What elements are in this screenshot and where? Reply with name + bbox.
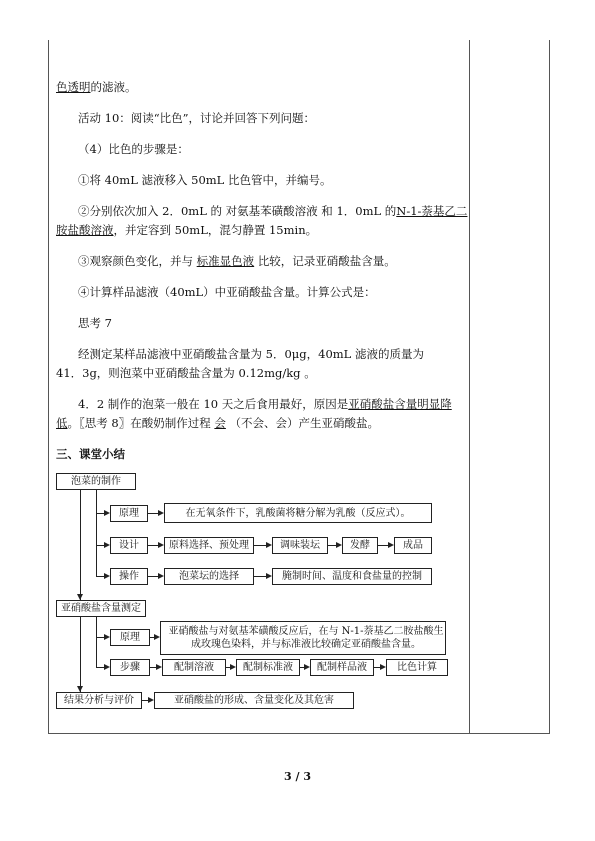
line-activity: 活动 10：阅读“比色”，讨论并回答下列问题： [78, 111, 316, 125]
line-step2-cont: 胺盐酸溶液，并定容到 50mL，混匀静置 15min。 [56, 223, 318, 237]
box-result: 结果分析与评价 [56, 692, 142, 709]
box-design-3: 发酵 [342, 537, 378, 554]
line-1: 色透明的滤液。 [56, 80, 137, 94]
line-think7-q: 经测定某样品滤液中亚硝酸盐含量为 5．0μg，40mL 滤液的质量为 [78, 347, 424, 361]
connector [80, 617, 81, 692]
line-steps-heading: （4）比色的步骤是： [78, 142, 189, 156]
box-pickle-making: 泡菜的制作 [56, 473, 136, 490]
column-divider [469, 40, 470, 733]
connector [96, 490, 97, 576]
section-summary-title: 三、课堂小结 [56, 447, 125, 461]
box-principle-2: 原理 [110, 629, 150, 646]
box-step-3: 配制样品液 [310, 659, 374, 676]
box-design: 设计 [110, 537, 148, 554]
line-think7: 思考 7 [78, 316, 112, 330]
box-nitrite-test: 亚硝酸盐含量测定 [56, 600, 146, 617]
line-step2: ②分别依次加入 2．0mL 的 对氨基苯磺酸溶液 和 1．0mL 的N-1-萘基乙二 [78, 204, 468, 218]
box-operation-1: 泡菜坛的选择 [164, 568, 254, 585]
box-principle: 原理 [110, 505, 148, 522]
box-operation: 操作 [110, 568, 148, 585]
box-step-4: 比色计算 [386, 659, 448, 676]
connector [96, 617, 97, 667]
box-step-2: 配制标准液 [236, 659, 300, 676]
box-step-1: 配制溶液 [162, 659, 226, 676]
line-4-2: 4．2 制作的泡菜一般在 10 天之后食用最好，原因是亚硝酸盐含量明显降 [78, 397, 452, 411]
box-result-text: 亚硝酸盐的形成、含量变化及其危害 [154, 692, 354, 709]
line-think8: 低。〖思考 8〗在酸奶制作过程 会 （不会、会）产生亚硝酸盐。 [56, 416, 380, 430]
box-principle-text: 在无氧条件下，乳酸菌将糖分解为乳酸（反应式）。 [164, 503, 432, 523]
page-number: 3 / 3 [284, 770, 311, 783]
line-step4: ④计算样品滤液（40mL）中亚硝酸盐含量。计算公式是： [78, 285, 376, 299]
box-steps: 步骤 [110, 659, 150, 676]
line-step3: ③观察颜色变化，并与 标准显色液 比较，记录亚硝酸盐含量。 [78, 254, 396, 268]
line-think7-a: 41．3g，则泡菜中亚硝酸盐含量为 0.12mg/kg 。 [56, 366, 316, 380]
line-step1: ①将 40mL 滤液移入 50mL 比色管中，并编号。 [78, 173, 332, 187]
box-principle-2-text: 亚硝酸盐与对氨基苯磺酸反应后，在与 N-1-萘基乙二胺盐酸生成玫瑰色染料，并与标准液比较确定亚硝酸盐含量。 [160, 621, 446, 655]
connector [80, 490, 81, 600]
box-design-2: 调味装坛 [272, 537, 328, 554]
box-operation-2: 腌制时间、温度和食盐量的控制 [272, 568, 432, 585]
box-design-4: 成品 [394, 537, 432, 554]
box-design-1: 原料选择、预处理 [164, 537, 254, 554]
